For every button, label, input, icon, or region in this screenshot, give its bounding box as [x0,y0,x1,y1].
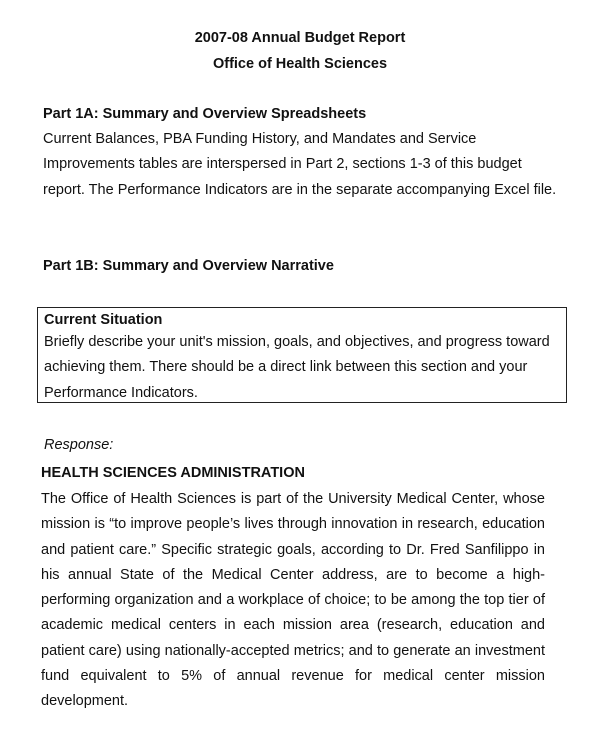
part-1a-body: Current Balances, PBA Funding History, and Mandates and Service Improvements tables are interspersed in Part 2, sections 1-3 of this budget report. The Performance Indicators are in the separate accompanying Excel file. [43,131,557,198]
part-1a-heading: Part 1A: Summary and Overview Spreadsheets [43,106,367,122]
current-situation-box [37,307,567,403]
current-situation-body: Briefly describe your unit's mission, goals, and objectives, and progress toward achieving them. There should be a direct link between this section and your Performance Indicators. [44,334,550,401]
response-label: Response: [44,437,114,453]
current-situation-title: Current Situation [44,312,163,328]
report-title: 2007-08 Annual Budget Report [194,30,406,46]
office-title: Office of Health Sciences [212,56,388,72]
part-1b-heading: Part 1B: Summary and Overview Narrative [43,258,334,274]
health-sciences-heading: HEALTH SCIENCES ADMINISTRATION [41,465,305,481]
response-body: The Office of Health Sciences is part of the University Medical Center, whose mission is “to improve people’s lives through innovation in research, education and patient care.” Specific strategic goals, according to Dr. Fred Sanfilippo in his annual State of the Medical Center address, are to become a high-performing organization and a workplace of choice; to be among the top tier of academic medical centers in each mission area (research, education and patient care) using nationally-accepted metrics; and to generate an investment fund equivalent to 5% of annual revenue for medical center mission development. [41,491,545,710]
